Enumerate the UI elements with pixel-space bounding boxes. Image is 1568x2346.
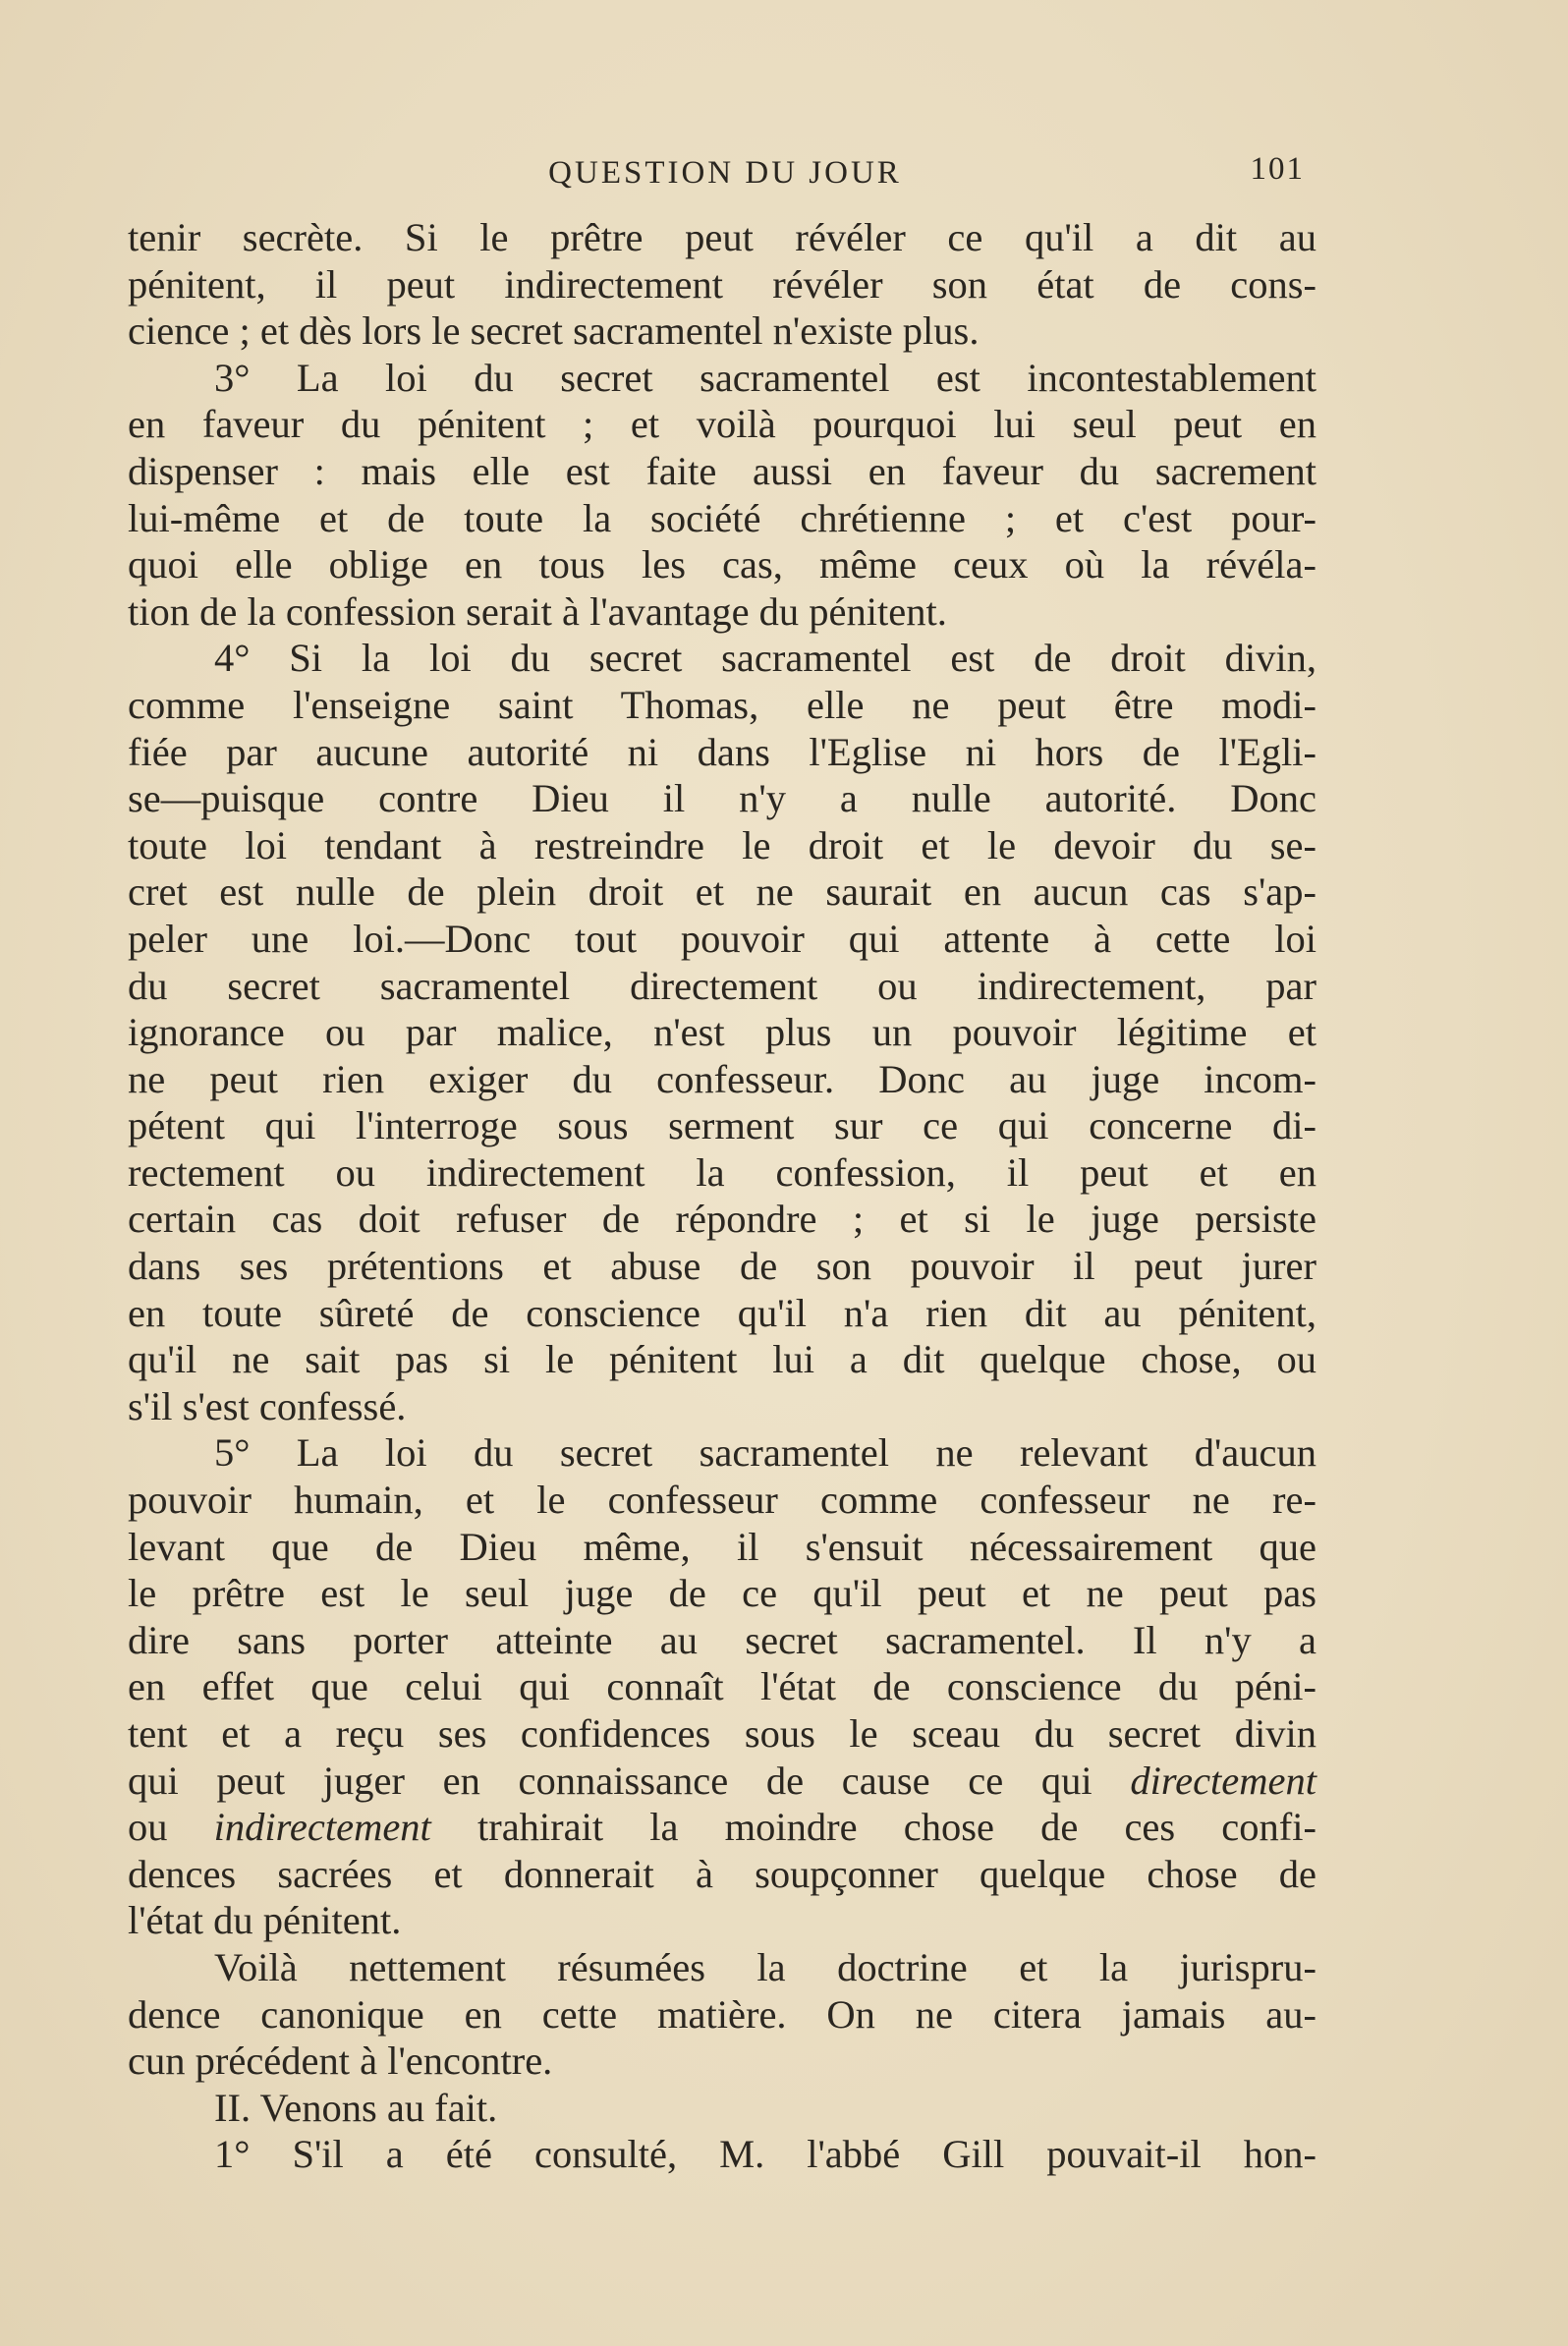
text-line [128, 261, 1316, 308]
line-text: quoi elle oblige en tous les cas, même ceux où la révéla- [128, 542, 1316, 587]
text-line [128, 588, 1316, 636]
line-text: II. Venons au fait. [214, 2085, 498, 2130]
text-line [128, 1524, 1316, 1571]
text-line [128, 307, 1316, 355]
text-line [128, 682, 1316, 729]
text-line [128, 1056, 1316, 1103]
line-text: en faveur du pénitent ; et voilà pourquoi lui seul peut en [128, 402, 1316, 447]
line-text: cun précédent à l'encontre. [128, 2039, 553, 2084]
text-line [128, 1290, 1316, 1337]
text-line [128, 729, 1316, 776]
text-line [128, 1710, 1316, 1758]
line-text: dire sans porter atteinte au secret sacramentel. Il n'y a [128, 1617, 1316, 1662]
line-text: ou [128, 1805, 168, 1850]
line-text: cience ; et dès lors le secret sacramentel n'existe plus. [128, 308, 980, 354]
text-line [128, 401, 1316, 448]
line-text: tent et a reçu ses confidences sous le sceau du secret divin [128, 1711, 1316, 1756]
line-text: pénitent, il peut indirectement révéler son état de cons- [128, 261, 1316, 307]
text-line [128, 868, 1316, 916]
line-text: dences sacrées et donnerait à soupçonner quelque chose de [128, 1851, 1316, 1896]
line-tail: trahirait la moindre chose de ces confi- [476, 1805, 1317, 1850]
text-line [128, 1617, 1316, 1664]
line-text: s'il s'est confessé. [128, 1383, 407, 1428]
text-line [128, 1991, 1316, 2039]
line-text: 3° La loi du secret sacramentel est incontestablement [214, 355, 1316, 400]
text-line [128, 2038, 1316, 2085]
page-header [145, 151, 1305, 204]
line-text: 1° S'il a été consulté, M. l'abbé Gill pouvait-il hon- [214, 2132, 1316, 2177]
line-text: comme l'enseigne saint Thomas, elle ne peut être modi- [128, 682, 1316, 727]
line-text: qu'il ne sait pas si le pénitent lui a dit quelque chose, ou [128, 1337, 1316, 1382]
text-line [128, 1851, 1316, 1898]
line-text: certain cas doit refuser de répondre ; et si le juge persiste [128, 1197, 1316, 1242]
text-line [128, 822, 1316, 869]
line-text: pétent qui l'interroge sous serment sur ce qui concerne di- [128, 1103, 1316, 1148]
text-line [128, 1804, 1316, 1851]
text-line [128, 1383, 1316, 1430]
text-line [128, 2131, 1316, 2178]
line-text: peler une loi.—Donc tout pouvoir qui attente à cette loi [128, 916, 1316, 961]
body-text [128, 214, 1316, 2178]
line-text: Voilà nettement résumées la doctrine et la jurispru- [214, 1944, 1316, 1989]
line-text: cret est nulle de plein droit et ne saurait en aucun cas s'ap- [128, 869, 1316, 915]
text-line [128, 495, 1316, 542]
text-line [128, 1477, 1316, 1524]
line-text: ignorance ou par malice, n'est plus un pouvoir légitime et [128, 1010, 1316, 1055]
text-line [128, 1196, 1316, 1243]
line-text: l'état du pénitent. [128, 1898, 402, 1943]
line-text: fiée par aucune autorité ni dans l'Eglise ni hors de l'Egli- [128, 729, 1316, 774]
text-line [128, 1758, 1316, 1805]
text-line [128, 1429, 1316, 1477]
line-text: en effet que celui qui connaît l'état de conscience du péni- [128, 1664, 1316, 1709]
line-text: toute loi tendant à restreindre le droit et le devoir du se- [128, 822, 1316, 867]
page-number: 101 [1250, 151, 1305, 187]
text-line [128, 1897, 1316, 1944]
running-head: QUESTION DU JOUR [548, 155, 902, 191]
text-line [128, 1336, 1316, 1383]
line-text: levant que de Dieu même, il s'ensuit nécessairement que [128, 1524, 1316, 1569]
line-text: tion de la confession serait à l'avantage du pénitent. [128, 588, 947, 634]
line-text: le prêtre est le seul juge de ce qu'il peut et ne peut pas [128, 1571, 1316, 1616]
line-text: rectement ou indirectement la confession, il peut et en [128, 1149, 1316, 1195]
text-line [128, 1009, 1316, 1056]
text-line [128, 963, 1316, 1010]
line-text: du secret sacramentel directement ou indirectement, par [128, 963, 1316, 1008]
text-line [128, 1663, 1316, 1710]
line-text: se—puisque contre Dieu il n'y a nulle autorité. Donc [128, 776, 1316, 821]
italic-word: directement [1130, 1758, 1316, 1803]
text-line [128, 1570, 1316, 1617]
text-line [128, 541, 1316, 588]
line-text: 5° La loi du secret sacramentel ne relevant d'aucun [214, 1430, 1316, 1476]
line-text: dence canonique en cette matière. On ne citera jamais au- [128, 1991, 1316, 2037]
line-text: lui-même et de toute la société chrétienne ; et c'est pour- [128, 495, 1316, 540]
line-text: en toute sûreté de conscience qu'il n'a rien dit au pénitent, [128, 1290, 1316, 1335]
text-line [128, 214, 1316, 261]
text-line [128, 635, 1316, 682]
line-text: ne peut rien exiger du confesseur. Donc au juge incom- [128, 1056, 1316, 1101]
italic-word: indirectement [213, 1805, 431, 1850]
text-line [128, 916, 1316, 963]
line-text: dispenser : mais elle est faite aussi en faveur du sacrement [128, 448, 1316, 493]
line-text: 4° Si la loi du secret sacramentel est de droit divin, [214, 636, 1316, 681]
line-text: tenir secrète. Si le prêtre peut révéler ce qu'il a dit au [128, 215, 1316, 259]
text-line [128, 1149, 1316, 1197]
line-text: qui peut juger en connaissance de cause ce qui [128, 1758, 1092, 1803]
text-line [128, 2085, 1316, 2132]
text-line [128, 448, 1316, 495]
text-line [128, 775, 1316, 822]
text-line [128, 1243, 1316, 1290]
text-line [128, 355, 1316, 402]
line-text: dans ses prétentions et abuse de son pouvoir il peut jurer [128, 1244, 1316, 1289]
line-text: pouvoir humain, et le confesseur comme confesseur ne re- [128, 1478, 1316, 1523]
text-line [128, 1102, 1316, 1149]
text-line [128, 1944, 1316, 1991]
